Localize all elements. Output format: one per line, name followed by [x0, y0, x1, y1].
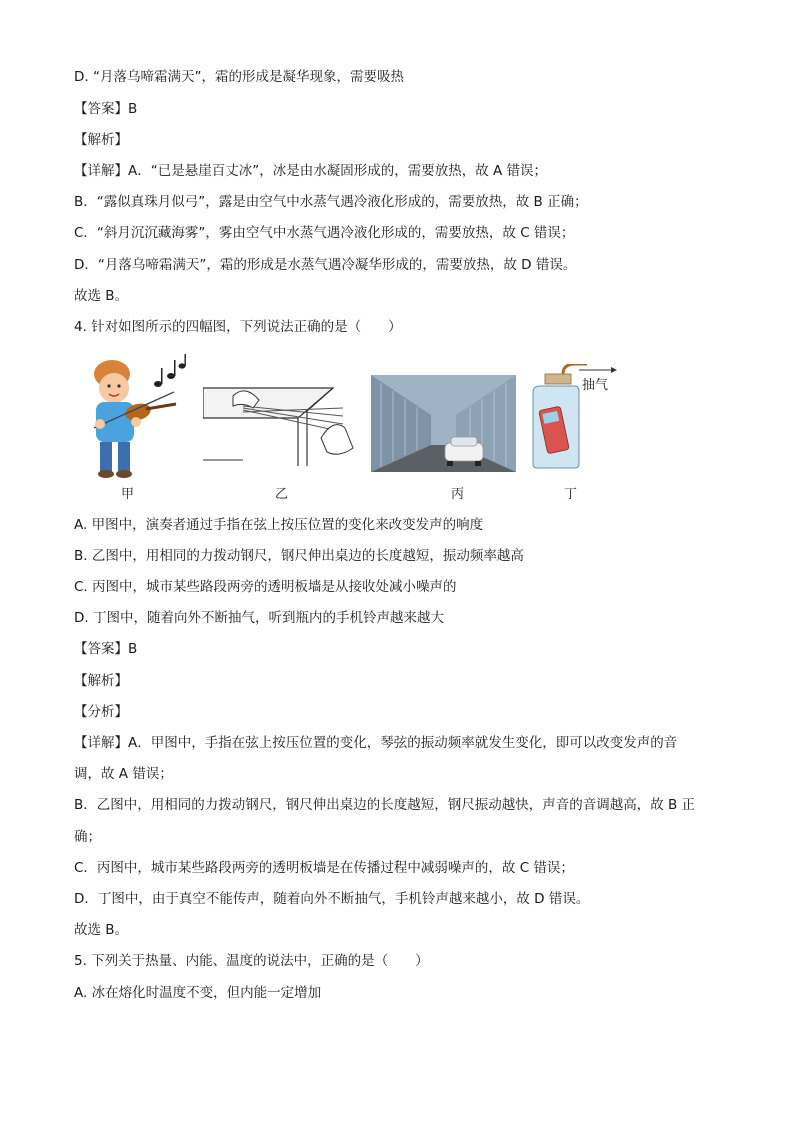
detail-c-q4: C．丙图中，城市某些路段两旁的透明板墙是在传播过程中减弱噪声的，故 C 错误；	[74, 860, 574, 876]
figure-yi-ruler	[203, 378, 365, 468]
detail-b-q4: B．乙图中，用相同的力拨动钢尺，钢尺伸出桌边的长度越短，钢尺振动越快，声音的音调越高，故 B 正	[74, 797, 696, 813]
figure-bing-sound-wall	[371, 375, 516, 472]
detail-a-q4: 【详解】A．甲图中，手指在弦上按压位置的变化，琴弦的振动频率就发生变化，即可以改变发声的音	[74, 735, 678, 751]
option-d-q4: D. 丁图中，随着向外不断抽气，听到瓶内的手机铃声越来越大	[74, 610, 444, 626]
detail-d-q4: D．丁图中，由于真空不能传声，随着向外不断抽气，手机铃声越来越小，故 D 错误。	[74, 891, 590, 907]
pump-label: 抽气	[582, 378, 609, 393]
question-4: 4. 针对如图所示的四幅图，下列说法正确的是（ ）	[74, 319, 402, 335]
analysis-heading-q4: 【解析】	[74, 673, 128, 689]
arrow-right-icon	[579, 367, 617, 373]
music-note-icon	[154, 354, 186, 387]
analysis-heading-q3: 【解析】	[74, 132, 128, 148]
option-d-q3: D. “月落乌啼霜满天”，霜的形成是凝华现象，需要吸热	[74, 69, 404, 85]
detail-b-q4-cont: 确；	[74, 829, 101, 845]
detail-c-q3: C．“斜月沉沉藏海雾”，雾由空气中水蒸气遇冷液化形成的，需要放热，故 C 错误；	[74, 225, 575, 241]
option-c-q4: C. 丙图中，城市某些路段两旁的透明板墙是从接收处减小噪声的	[74, 579, 457, 595]
steel-ruler-icon	[243, 406, 343, 432]
answer-q4: 【答案】B	[74, 641, 138, 657]
detail-d-q3: D．“月落乌啼霜满天”，霜的形成是水蒸气遇冷凝华形成的，需要放热，故 D 错误。	[74, 257, 577, 273]
option-a-q4: A. 甲图中，演奏者通过手指在弦上按压位置的变化来改变发声的响度	[74, 517, 484, 533]
detail-a-q3: 【详解】A．“已是悬崖百丈冰”，冰是由水凝固形成的，需要放热，故 A 错误；	[74, 163, 548, 179]
option-a-q5: A. 冰在熔化时温度不变，但内能一定增加	[74, 985, 322, 1001]
analyze-heading-q4: 【分析】	[74, 704, 128, 720]
caption-bing: 丙	[451, 487, 465, 502]
option-b-q4: B. 乙图中，用相同的力拨动钢尺，钢尺伸出桌边的长度越短，振动频率越高	[74, 548, 524, 564]
detail-a-q4-cont: 调，故 A 错误；	[74, 766, 173, 782]
caption-jia: 甲	[121, 487, 135, 502]
question-5: 5. 下列关于热量、内能、温度的说法中，正确的是（ ）	[74, 953, 429, 969]
detail-b-q3: B．“露似真珠月似弓”，露是由空气中水蒸气遇冷液化形成的，需要放热，故 B 正确；	[74, 194, 588, 210]
conclusion-q4: 故选 B。	[74, 922, 129, 938]
figure-jia-violin	[76, 354, 190, 480]
caption-yi: 乙	[275, 487, 289, 502]
conclusion-q3: 故选 B。	[74, 288, 129, 304]
caption-ding: 丁	[564, 487, 578, 502]
answer-q3: 【答案】B	[74, 101, 138, 117]
